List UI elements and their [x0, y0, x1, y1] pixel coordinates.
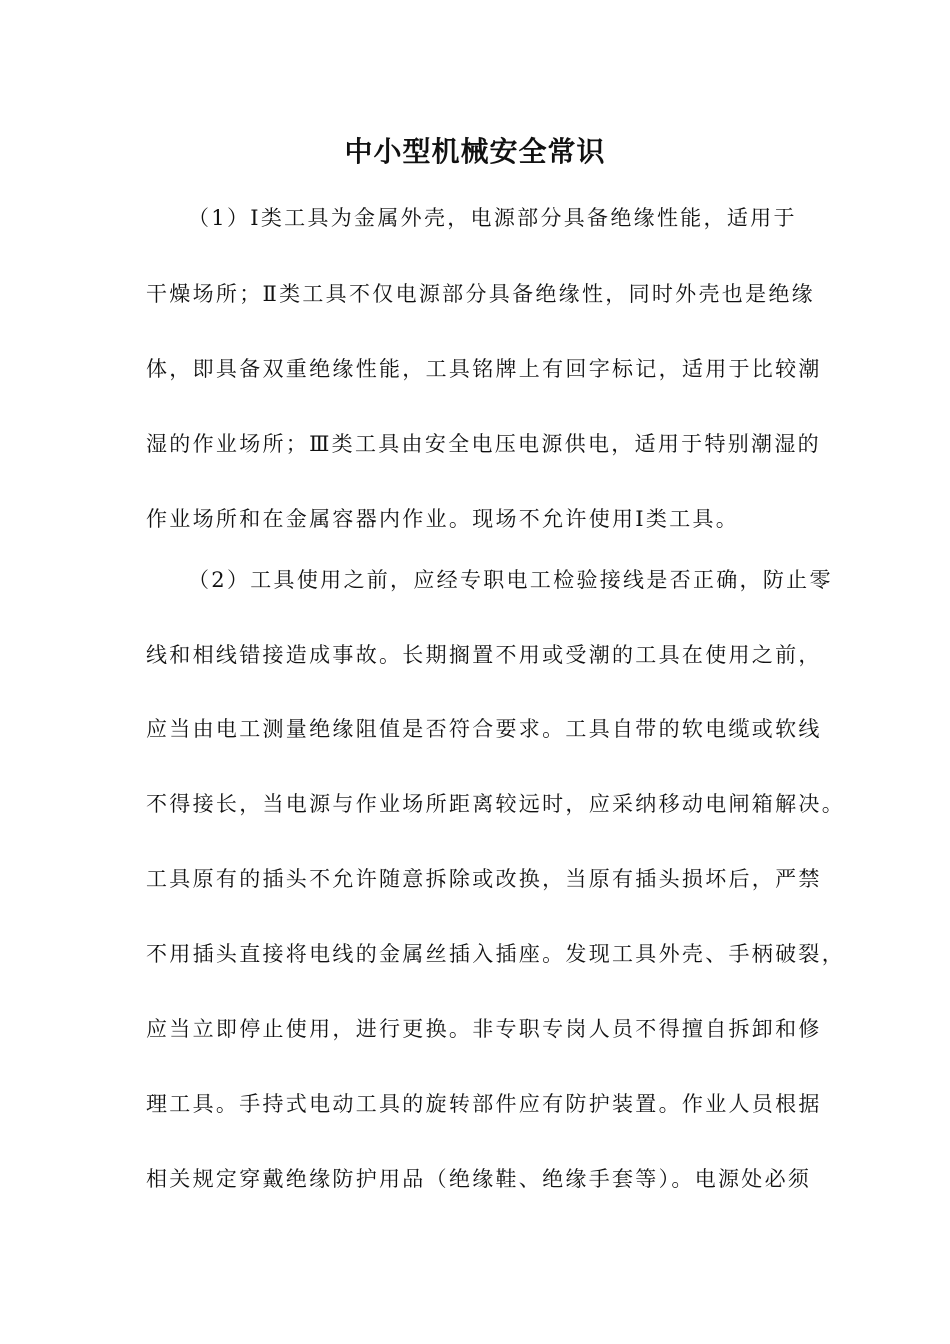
paragraph-2-line-4: 不得接长，当电源与作业场所距离较远时，应采纳移动电闸箱解决。 — [146, 792, 845, 816]
paragraph-2-line-2: 线和相线错接造成事故。长期搁置不用或受潮的工具在使用之前， — [146, 643, 822, 667]
paragraph-1-line-4: 湿的作业场所；Ⅲ类工具由安全电压电源供电，适用于特别潮湿的 — [146, 432, 821, 456]
paragraph-2-line-5: 工具原有的插头不允许随意拆除或改换，当原有插头损坏后，严禁 — [146, 867, 822, 891]
paragraph-1-line-2: 干燥场所；Ⅱ类工具不仅电源部分具备绝缘性，同时外壳也是绝缘 — [146, 282, 815, 306]
paragraph-1-line-1: （1）Ⅰ类工具为金属外壳，电源部分具备绝缘性能，适用于 — [188, 206, 797, 230]
paragraph-2-line-6: 不用插头直接将电线的金属丝插入插座。发现工具外壳、手柄破裂， — [146, 942, 845, 966]
paragraph-2-line-7: 应当立即停止使用，进行更换。非专职专岗人员不得擅自拆卸和修 — [146, 1017, 822, 1041]
paragraph-1-line-5: 作业场所和在金属容器内作业。现场不允许使用Ⅰ类工具。 — [146, 507, 740, 531]
paragraph-1-line-3: 体，即具备双重绝缘性能，工具铭牌上有回字标记，适用于比较潮 — [146, 357, 822, 381]
paragraph-2-line-8: 理工具。手持式电动工具的旋转部件应有防护装置。作业人员根据 — [146, 1092, 822, 1116]
paragraph-2-line-1: （2）工具使用之前，应经专职电工检验接线是否正确，防止零 — [188, 568, 833, 592]
paragraph-2-line-3: 应当由电工测量绝缘阻值是否符合要求。工具自带的软电缆或软线 — [146, 717, 822, 741]
page-title: 中小型机械安全常识 — [344, 135, 606, 168]
paragraph-2-line-9: 相关规定穿戴绝缘防护用品（绝缘鞋、绝缘手套等）。电源处必须 — [146, 1167, 812, 1191]
